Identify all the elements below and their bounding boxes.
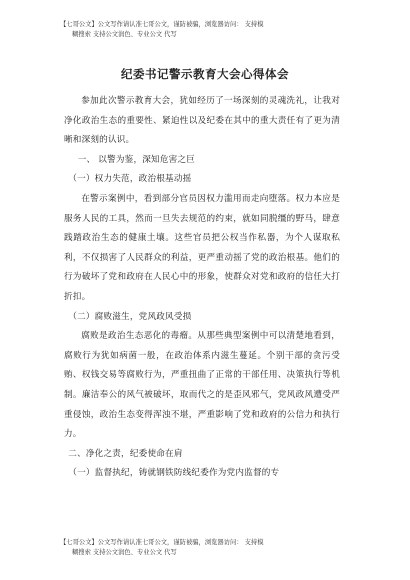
subsection-heading-1-1: （一）权力失范，政治根基动摇: [68, 174, 192, 185]
intro-paragraph: 参加此次警示教育大会，犹如经历了一场深刻的灵魂洗礼，让我对净化政治生态的重要性、紧迫性以及纪委在其中的重大责任有了更为清晰和深刻的认识。: [64, 96, 340, 146]
section-heading-2: 二、净化之责，纪委使命在肩: [68, 448, 183, 459]
footer-line-2: 糊搜索 支持公文润色、专业公文 代写: [72, 549, 177, 556]
header-line-2: 糊搜索 支持公文润色、专业公文 代写: [72, 31, 177, 38]
section-heading-1: 一、 以警为鉴，深知危害之巨: [77, 154, 196, 165]
page-header: [60, 20, 360, 40]
document-body: [64, 92, 340, 484]
page-footer: [60, 538, 360, 558]
document-title: 纪委书记警示教育大会心得体会: [121, 67, 289, 81]
footer-line-1: 【七哥公文】公文写作请认准七哥公文，谨防被骗，浏览器访问： 支持模: [60, 539, 264, 546]
body-paragraph-2: 腐败是政治生态恶化的毒瘤。从那些典型案例中可以清楚地看到，腐败行为犹如病菌一般，在政治体系内滋生蔓延。个别干部的贪污受贿、权钱交易等腐败行为，严重扭曲了正常的干部任用、决策执行等机制。廉洁奉公的风气被破坏，取而代之的是歪风邪气，党风政风遭受严重侵蚀，政治生态变得浑浊不堪，严重影响了党和政府的公信力和执行力。: [64, 331, 340, 440]
body-paragraph-1: 在警示案例中，看到部分官员因权力滥用而走向堕落。权力本应是服务人民的工具，然而一旦失去规范的约束，就如同脱缰的野马，肆意践踏政治生态的健康土壤。这些官员把公权当作私器，为个人谋取私利，不仅损害了人民群众的利益，更严重动摇了党的政治根基。他们的行为破坏了党和政府在人民心中的形象，使群众对党和政府的信任大打折扣。: [64, 193, 340, 302]
subsection-heading-2-1: （一）监督执纪，铸就钢铁防线纪委作为党内监督的专: [68, 468, 280, 479]
header-line-1: 【七哥公文】公文写作请认准七哥公文，谨防被骗，浏览器访问： 支持模: [60, 21, 264, 28]
subsection-heading-1-2: （二）腐败滋生，党风政风受损: [68, 311, 192, 322]
